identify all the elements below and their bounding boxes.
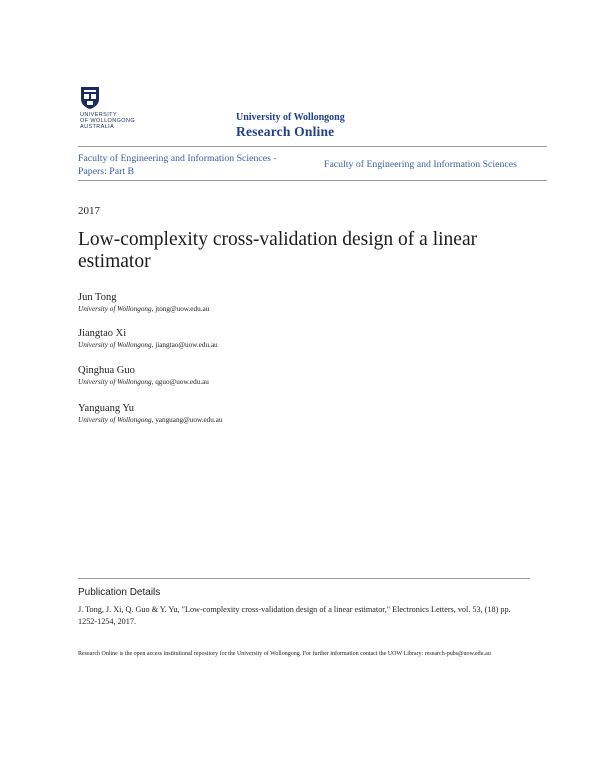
repository-name[interactable]: Research Online (236, 124, 335, 139)
author-affiliation: University of Wollongong, jtong@uow.edu.au (78, 305, 210, 313)
author-entry (78, 364, 209, 387)
repository-header[interactable] (236, 112, 345, 140)
publication-details-text: J. Tong, J. Xi, Q. Guo & Y. Yu, "Low-complexity cross-validation design of a linear estimator," Electronics Letters, vol. 53, (18) pp. 1252-1254, 2017. (78, 605, 511, 626)
page-title: Low-complexity cross-validation design of a linear estimator (78, 229, 478, 272)
author-affiliation: University of Wollongong, jiangtao@uow.edu.au (78, 341, 218, 349)
author-entry (78, 327, 218, 350)
author-entry (78, 291, 209, 314)
author-email[interactable]: yanguang@uow.edu.au (155, 416, 223, 424)
author-name: Jun Tong (78, 292, 117, 303)
divider-bottom (78, 180, 547, 181)
collection-link-papers-part-b[interactable]: Faculty of Engineering and Information Sciences - Papers: Part B (78, 153, 277, 177)
divider-publication (78, 578, 530, 579)
author-email[interactable]: jtong@uow.edu.au (155, 305, 210, 313)
shield-icon (80, 86, 100, 110)
divider-top (78, 146, 547, 147)
author-email[interactable]: qguo@uow.edu.au (155, 378, 209, 386)
author-name: Qinghua Guo (78, 365, 135, 376)
author-name: Yanguang Yu (78, 403, 135, 414)
footer-note: Research Online is the open access institutional repository for the University of Wollongong. For further information contact the UOW Library: research-pubs@uow.edu.au (78, 651, 491, 657)
author-email[interactable]: jiangtao@uow.edu.au (155, 341, 218, 349)
logo-wordmark: UNIVERSITY OF WOLLONGONG AUSTRALIA (80, 112, 136, 130)
publication-details-heading: Publication Details (78, 587, 161, 598)
author-entry (78, 402, 222, 425)
author-name: Jiangtao Xi (78, 328, 127, 339)
university-logo (80, 86, 150, 136)
university-name[interactable]: University of Wollongong (236, 112, 345, 123)
collection-link-faculty[interactable]: Faculty of Engineering and Information Sciences (324, 159, 517, 170)
publication-year: 2017 (78, 205, 100, 217)
author-affiliation: University of Wollongong, qguo@uow.edu.au (78, 378, 209, 386)
author-affiliation: University of Wollongong, yanguang@uow.edu.au (78, 416, 223, 424)
